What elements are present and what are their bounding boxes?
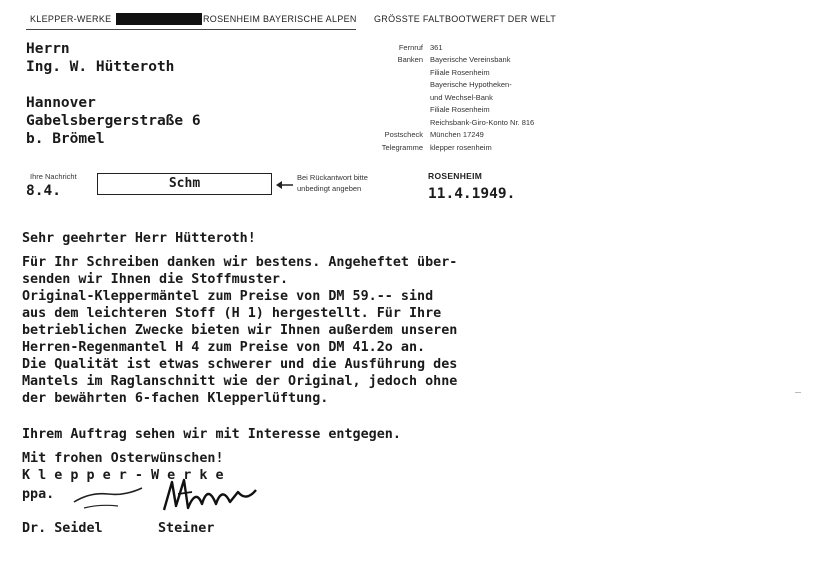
arrow-left-icon bbox=[276, 180, 294, 190]
zeichen-box bbox=[97, 173, 272, 195]
letter-line: Mantels im Raglanschnitt wie der Original, jedoch ohne bbox=[22, 374, 458, 389]
postscheck-label: Postscheck bbox=[384, 130, 423, 139]
signature-steiner bbox=[158, 474, 268, 516]
redaction-bar bbox=[116, 13, 202, 25]
letter-line: senden wir Ihnen die Stoffmuster. bbox=[22, 272, 289, 287]
letterhead-slogan: GRÖSSTE FALTBOOTWERFT DER WELT bbox=[374, 14, 557, 24]
recipient-line1: Herrn bbox=[26, 41, 70, 57]
nachricht-value: 8.4. bbox=[26, 183, 61, 199]
reference-note-line2: unbedingt angeben bbox=[297, 184, 362, 193]
letter-date: 11.4.1949. bbox=[428, 186, 516, 202]
recipient-line3: Hannover bbox=[26, 95, 96, 111]
postscheck-value: München 17249 bbox=[430, 130, 484, 139]
bank-line: Filiale Rosenheim bbox=[430, 105, 490, 114]
letter-line: Original-Kleppermäntel zum Preise von DM 59.-- sind bbox=[22, 289, 434, 304]
signature-seidel bbox=[70, 482, 150, 512]
letter-line: Herren-Regenmantel H 4 zum Preise von DM 41.2o an. bbox=[22, 340, 426, 355]
letter-line: Die Qualität ist etwas schwerer und die Ausführung des bbox=[22, 357, 458, 372]
bank-line: Filiale Rosenheim bbox=[430, 67, 490, 77]
telegramme-label: Telegramme bbox=[381, 143, 423, 152]
bank-line: und Wechsel-Bank bbox=[430, 92, 493, 102]
closing-line: Ihrem Auftrag sehen wir mit Interesse entgegen. bbox=[22, 427, 401, 442]
recipient-line2: Ing. W. Hütteroth bbox=[26, 59, 175, 75]
fold-mark bbox=[795, 392, 801, 399]
zeichen-value: Schm bbox=[168, 176, 201, 191]
letterhead-rule bbox=[26, 29, 356, 30]
reference-note-line1: Bei Rückantwort bitte bbox=[297, 173, 368, 182]
place-label: ROSENHEIM bbox=[428, 171, 483, 181]
nachricht-label: Ihre Nachricht bbox=[30, 172, 77, 181]
contact-block bbox=[320, 43, 540, 163]
letter-line: Für Ihr Schreiben danken wir bestens. Angeheftet über- bbox=[22, 255, 458, 270]
bank-line: Reichsbank-Giro-Konto Nr. 816 bbox=[430, 117, 535, 127]
letter-line: der bewährten 6-fachen Klepperlüftung. bbox=[22, 391, 329, 406]
bank-line: Bayerische Hypotheken- bbox=[430, 80, 512, 89]
letter-line: aus dem leichteren Stoff (H 1) hergestellt. Für Ihre bbox=[22, 306, 442, 321]
salutation: Sehr geehrter Herr Hütteroth! bbox=[22, 231, 256, 246]
signoff-company: K l e p p e r - W e r k e bbox=[22, 468, 224, 483]
letter-line: betrieblichen Zwecke bieten wir Ihnen außerdem unseren bbox=[22, 323, 458, 338]
fernruf-label: Fernruf bbox=[398, 43, 423, 52]
banken-label: Banken bbox=[397, 55, 423, 64]
recipient-line5: b. Brömel bbox=[26, 131, 105, 147]
greeting: Mit frohen Osterwünschen! bbox=[22, 451, 224, 466]
recipient-line4: Gabelsbergerstraße 6 bbox=[26, 113, 201, 129]
ppa-label: ppa. bbox=[22, 487, 55, 502]
fernruf-value: 361 bbox=[430, 43, 443, 52]
letterhead-company: KLEPPER-WERKE bbox=[30, 14, 112, 24]
telegramme-value: klepper rosenheim bbox=[430, 143, 492, 152]
signer-1: Dr. Seidel bbox=[22, 521, 103, 536]
signer-2: Steiner bbox=[158, 521, 215, 536]
letterhead-city: ROSENHEIM BAYERISCHE ALPEN bbox=[203, 14, 357, 24]
bank-line: Bayerische Vereinsbank bbox=[430, 55, 511, 64]
